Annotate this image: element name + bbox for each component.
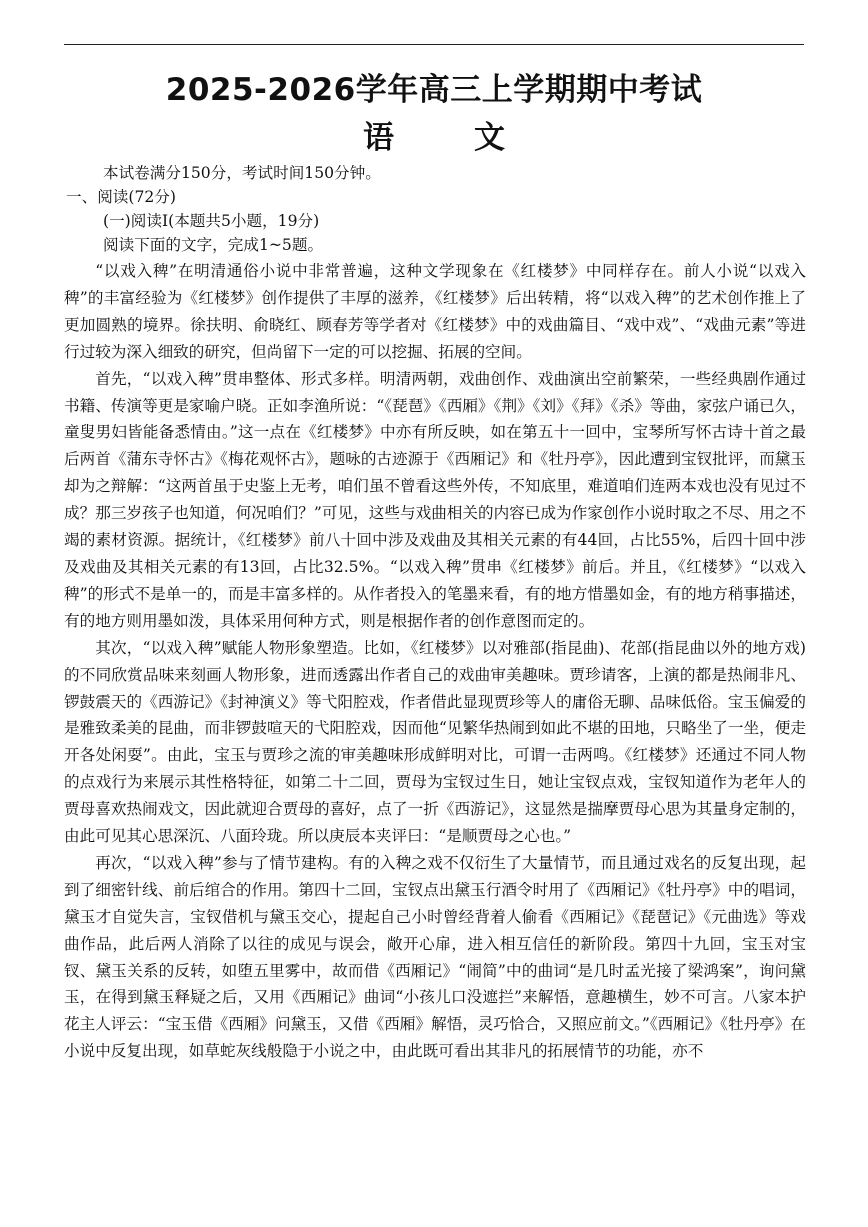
reading-directive: 阅读下面的文字，完成1~5题。 — [103, 236, 324, 254]
reading-passage — [64, 258, 806, 1065]
subject-char: 文 — [474, 120, 505, 156]
passage-paragraph: 其次，“以戏入稗”赋能人物形象塑造。比如，《红楼梦》以对雅部(指昆曲)、花部(指昆曲以外的地方戏)的不同欣赏品味来刻画人物形象，进而透露出作者自己的戏曲审美趣味。贾珍请客，上演的都是热闹非凡、锣鼓震天的《西游记》《封神演义》等弋阳腔戏，作者借此显现贾珍等人的庸俗无聊、品味低俗。宝玉偏爱的是雅致柔美的昆曲，而非锣鼓喧天的弋阳腔戏，因而他“见繁华热闹到如此不堪的田地，只略坐了一坐，便走开各处闲耍”。由此，宝玉与贾珍之流的审美趣味形成鲜明对比，可谓一击两鸣。《红楼梦》还通过不同人物的点戏行为来展示其性格特征，如第二十二回，贾母为宝钗过生日，她让宝钗点戏，宝钗知道作为老年人的贾母喜欢热闹戏文，因此就迎合贾母的喜好，点了一折《西游记》，这显然是揣摩贾母心思为其量身定制的，由此可见其心思深沉、八面玲珑。所以庚辰本夹评曰：“是顺贾母之心也。” — [64, 638, 806, 846]
subject-title — [0, 116, 868, 160]
subject-char: 语 — [363, 120, 394, 156]
subsection-heading: (一)阅读Ⅰ(本题共5小题，19分) — [103, 212, 320, 230]
exam-note: 本试卷满分150分，考试时间150分钟。 — [103, 164, 381, 182]
section-heading: 一、阅读(72分) — [66, 188, 176, 206]
exam-title: 2025-2026学年高三上学期期中考试 — [165, 72, 703, 108]
passage-paragraph: 再次，“以戏入稗”参与了情节建构。有的入稗之戏不仅衍生了大量情节，而且通过戏名的反复出现，起到了细密针线、前后绾合的作用。第四十二回，宝钗点出黛玉行酒令时用了《西厢记》《牡丹亭》中的唱词，黛玉才自觉失言，宝钗借机与黛玉交心，提起自己小时曾经背着人偷看《西厢记》《琵琶记》《元曲选》等戏曲作品，此后两人消除了以往的成见与误会，敞开心扉，进入相互信任的新阶段。第四十九回，宝玉对宝钗、黛玉关系的反转，如堕五里雾中，故而借《西厢记》“闹简”中的曲词“是几时孟光接了梁鸿案”，询问黛玉，在得到黛玉释疑之后，又用《西厢记》曲词“小孩儿口没遮拦”来解悟，意趣横生，妙不可言。八家本护花主人评云：“宝玉借《西厢》问黛玉，又借《西厢》解悟，灵巧恰合，又照应前文。”《西厢记》《牡丹亭》在小说中反复出现，如草蛇灰线般隐于小说之中，由此既可看出其非凡的拓展情节的功能，亦不 — [64, 853, 806, 1061]
header-rule — [64, 44, 804, 45]
passage-paragraph: “以戏入稗”在明清通俗小说中非常普遍，这种文学现象在《红楼梦》中同样存在。前人小说“以戏入稗”的丰富经验为《红楼梦》创作提供了丰厚的滋养，《红楼梦》后出转精，将“以戏入稗”的艺术创作推上了更加圆熟的境界。徐扶明、俞晓红、顾春芳等学者对《红楼梦》中的戏曲篇目、“戏中戏”、“戏曲元素”等进行过较为深入细致的研究，但尚留下一定的可以挖掘、拓展的空间。 — [64, 262, 806, 361]
passage-paragraph: 首先，“以戏入稗”贯串整体、形式多样。明清两朝，戏曲创作、戏曲演出空前繁荣，一些经典剧作通过书籍、传演等更是家喻户晓。正如李渔所说：“《琵琶》《西厢》《荆》《刘》《拜》《杀》等曲，家弦户诵已久，童叟男妇皆能备悉情由。”这一点在《红楼梦》中亦有所反映，如在第五十一回中，宝琴所写怀古诗十首之最后两首《蒲东寺怀古》《梅花观怀古》，题咏的古迹源于《西厢记》和《牡丹亭》，因此遭到宝钗批评，而黛玉却为之辩解：“这两首虽于史鉴上无考，咱们虽不曾看这些外传，不知底里，难道咱们连两本戏也没有见过不成？那三岁孩子也知道，何况咱们？”可见，这些与戏曲相关的内容已成为作家创作小说时取之不尽、用之不竭的素材资源。据统计，《红楼梦》前八十回中涉及戏曲及其相关元素的有44回，占比55%，后四十回中涉及戏曲及其相关元素的有13回，占比32.5%。“以戏入稗”贯串《红楼梦》前后。并且，《红楼梦》“以戏入稗”的形式不是单一的，而是丰富多样的。从作者投入的笔墨来看，有的地方惜墨如金，有的地方稍事描述，有的地方则用墨如泼，具体采用何种方式，则是根据作者的创作意图而定的。 — [64, 369, 806, 630]
